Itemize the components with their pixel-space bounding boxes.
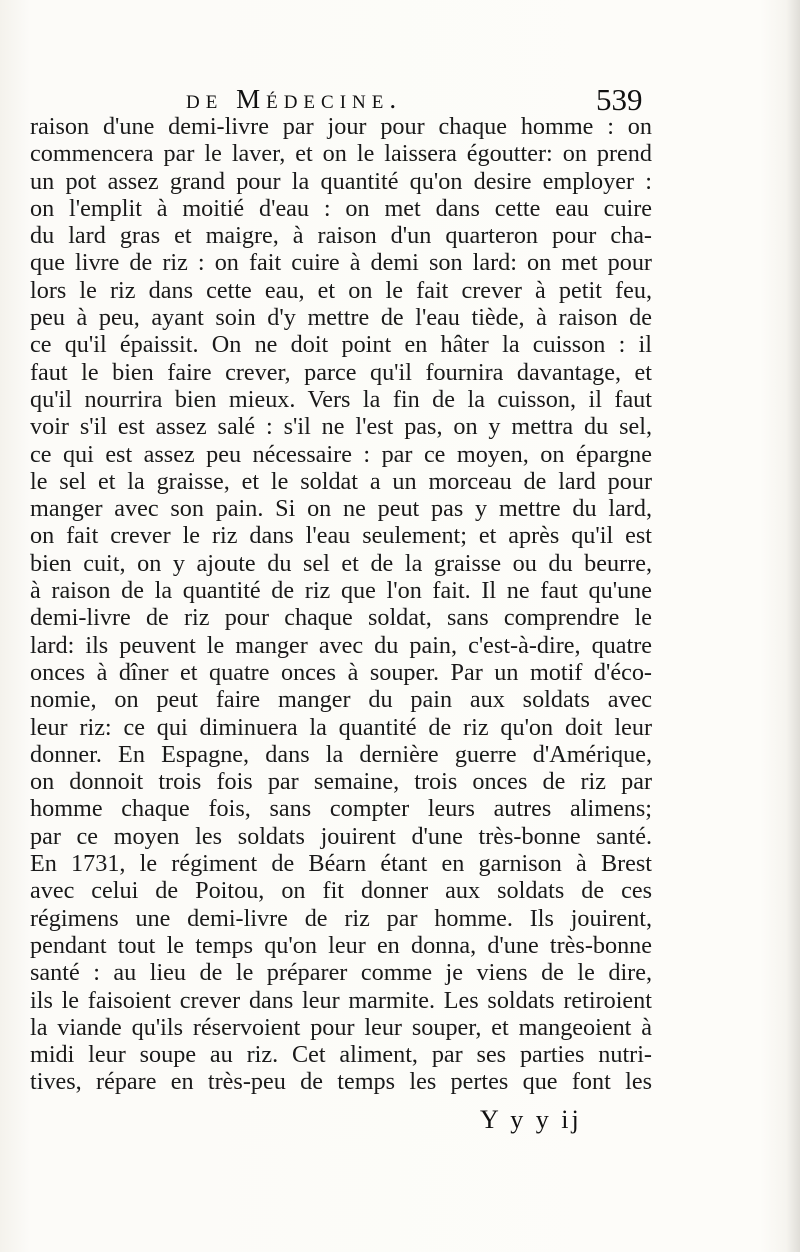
text-line: le sel et la graisse, et le soldat a un morceau de lard pour bbox=[30, 467, 652, 495]
text-line: manger avec son pain. Si on ne peut pas y mettre du lard, bbox=[30, 495, 652, 523]
text-line: ils le faisoient crever dans leur marmite. Les soldats retiroient bbox=[30, 986, 652, 1014]
text-line: on donnoit trois fois par semaine, trois onces de riz par bbox=[30, 768, 652, 796]
text-line: santé : au lieu de le préparer comme je viens de le dire, bbox=[30, 959, 652, 987]
running-head: de Médecine. bbox=[186, 84, 403, 114]
text-line: par ce moyen les soldats jouirent d'une très-bonne santé. bbox=[30, 822, 652, 850]
text-line: on fait crever le riz dans l'eau seulement; et après qu'il est bbox=[30, 522, 652, 550]
text-line: la viande qu'ils réservoient pour leur souper, et mangeoient à bbox=[30, 1013, 652, 1041]
text-line: lard: ils peuvent le manger avec du pain, c'est-à-dire, quatre bbox=[30, 631, 652, 659]
text-line: En 1731, le régiment de Béarn étant en garnison à Brest bbox=[30, 850, 652, 878]
text-line: commencera par le laver, et on le laissera égoutter: on prend bbox=[30, 140, 652, 168]
text-line: onces à dîner et quatre onces à souper. Par un motif d'éco- bbox=[30, 658, 652, 686]
text-line: qu'il nourrira bien mieux. Vers la fin de la cuisson, il faut bbox=[30, 385, 652, 413]
text-line: régimens une demi-livre de riz par homme. Ils jouirent, bbox=[30, 904, 652, 932]
text-line: peu à peu, ayant soin d'y mettre de l'eau tiède, à raison de bbox=[30, 304, 652, 332]
text-line: faut le bien faire crever, parce qu'il fournira davantage, et bbox=[30, 358, 652, 386]
text-line: on l'emplit à moitié d'eau : on met dans cette eau cuire bbox=[30, 194, 652, 222]
body-text bbox=[30, 113, 652, 1096]
page-edge-shadow bbox=[786, 0, 800, 1252]
text-line: raison d'une demi-livre par jour pour chaque homme : on bbox=[30, 113, 652, 140]
text-line: à raison de la quantité de riz que l'on fait. Il ne faut qu'une bbox=[30, 577, 652, 605]
text-line: tives, répare en très-peu de temps les pertes que font les bbox=[30, 1068, 652, 1096]
text-line: demi-livre de riz pour chaque soldat, sans comprendre le bbox=[30, 604, 652, 632]
text-line: ce qu'il épaissit. On ne doit point en hâter la cuisson : il bbox=[30, 331, 652, 359]
page-number: 539 bbox=[596, 82, 643, 117]
text-line: nomie, on peut faire manger du pain aux soldats avec bbox=[30, 686, 652, 714]
text-line: leur riz: ce qui diminuera la quantité de riz qu'on doit leur bbox=[30, 713, 652, 741]
text-line: donner. En Espagne, dans la dernière guerre d'Amérique, bbox=[30, 740, 652, 768]
text-line: voir s'il est assez salé : s'il ne l'est pas, on y mettra du sel, bbox=[30, 413, 652, 441]
catchword-signature: Y y y ij bbox=[480, 1105, 582, 1134]
text-line: du lard gras et maigre, à raison d'un quarteron pour cha- bbox=[30, 222, 652, 250]
text-line: bien cuit, on y ajoute du sel et de la graisse ou du beurre, bbox=[30, 549, 652, 577]
text-line: midi leur soupe au riz. Cet aliment, par ses parties nutri- bbox=[30, 1041, 652, 1069]
text-line: homme chaque fois, sans compter leurs autres alimens; bbox=[30, 795, 652, 823]
text-line: lors le riz dans cette eau, et on le fait crever à petit feu, bbox=[30, 276, 652, 304]
text-line: que livre de riz : on fait cuire à demi son lard: on met pour bbox=[30, 249, 652, 277]
text-line: ce qui est assez peu nécessaire : par ce moyen, on épargne bbox=[30, 440, 652, 468]
text-line: un pot assez grand pour la quantité qu'on desire employer : bbox=[30, 167, 652, 195]
text-line: avec celui de Poitou, on fit donner aux soldats de ces bbox=[30, 877, 652, 905]
text-line: pendant tout le temps qu'on leur en donna, d'une très-bonne bbox=[30, 931, 652, 959]
